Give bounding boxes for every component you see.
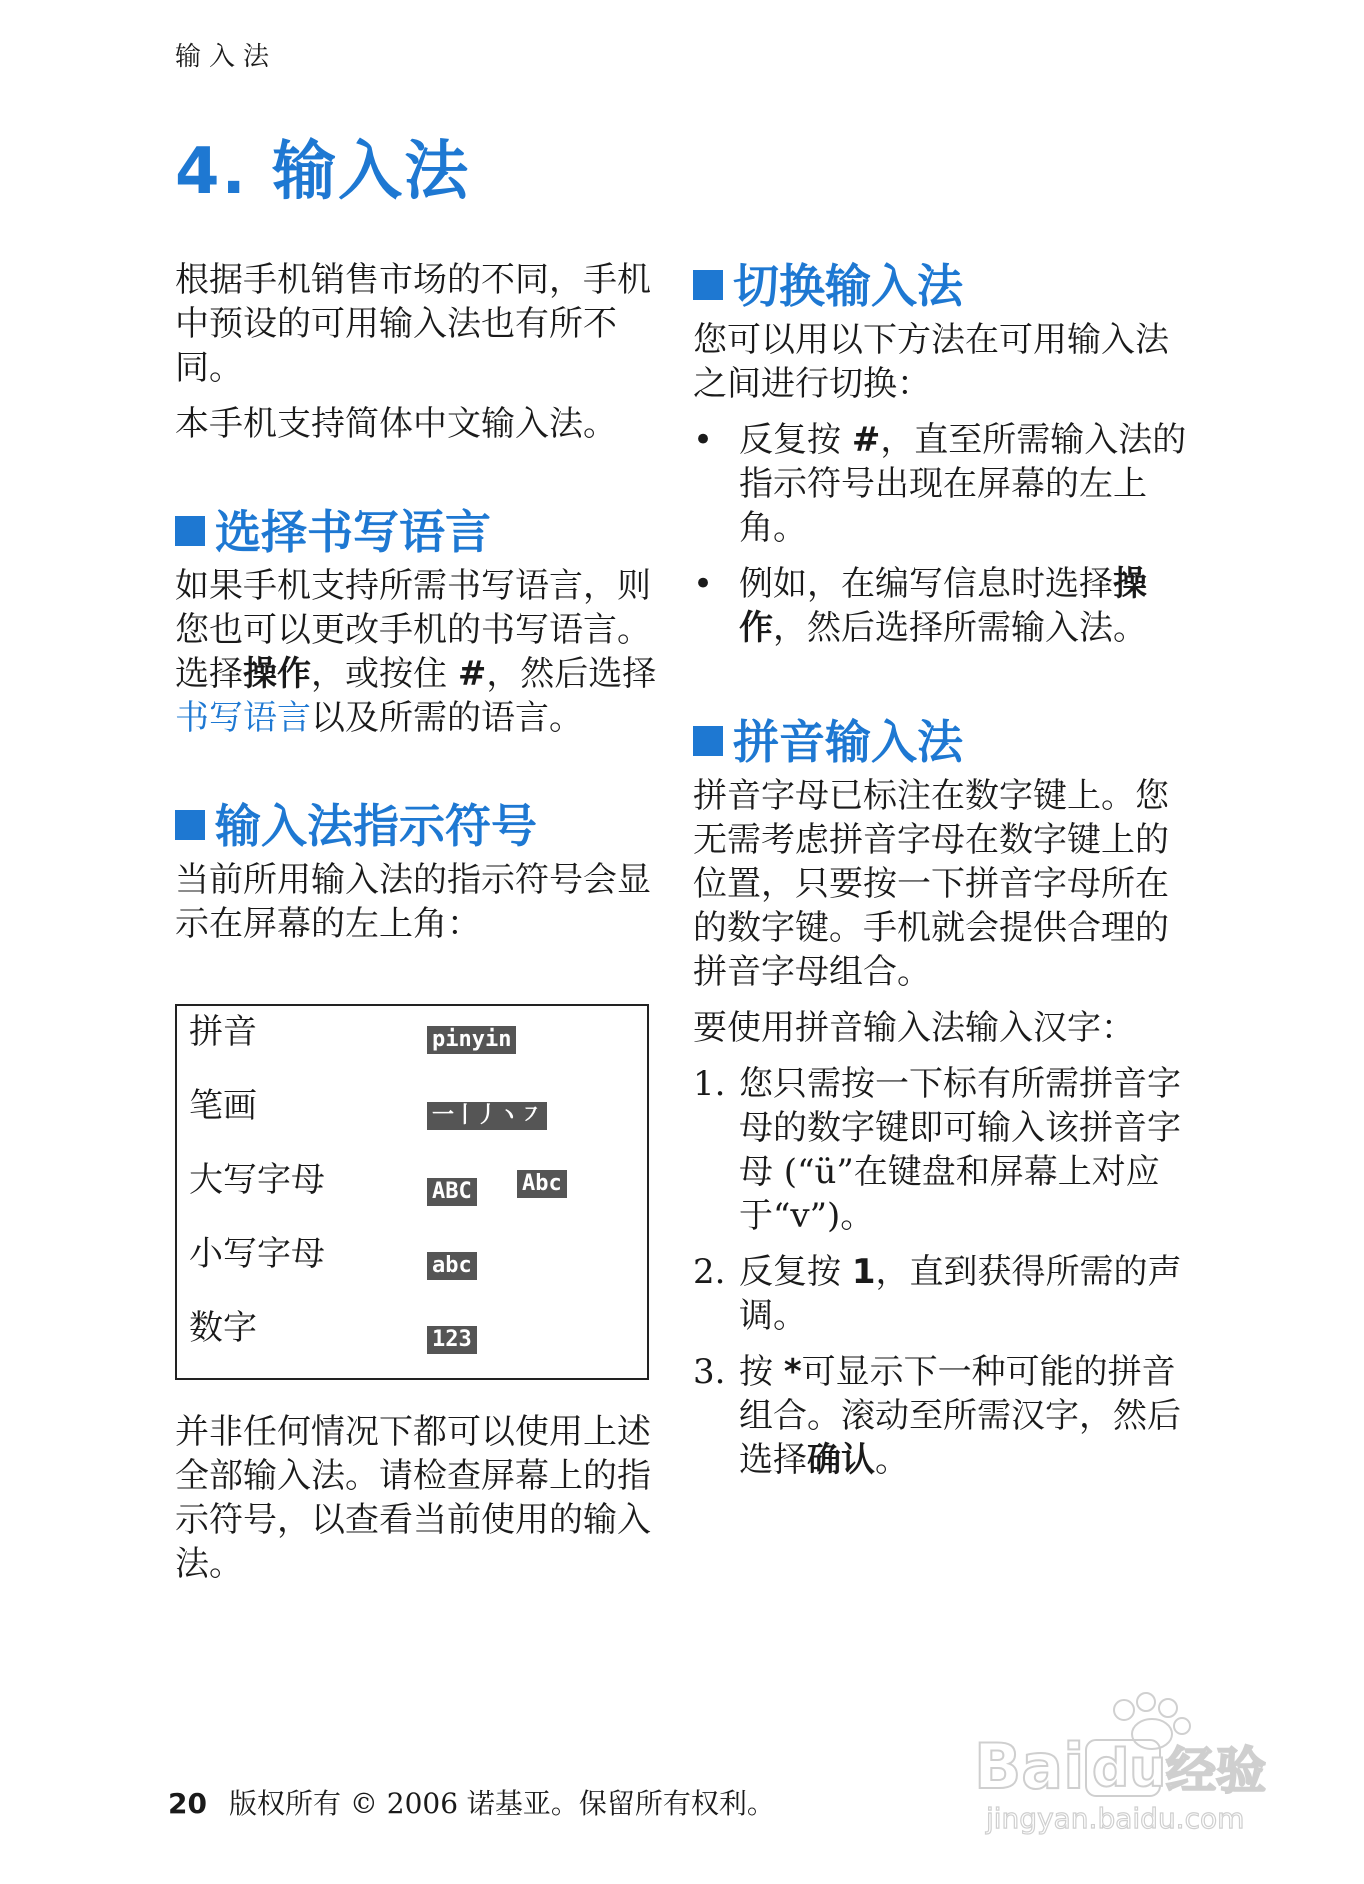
section-heading-switch-input: 切换输入法: [693, 258, 1193, 314]
list-item: 2. 反复按 1，直到获得所需的声调。: [693, 1252, 1182, 1336]
writing-language-paragraph: 如果手机支持所需书写语言，则您也可以更改手机的书写语言。选择操作，或按住 #，然后选择书写语言以及所需的语言。: [175, 566, 657, 738]
svg-text:Bai: Bai: [974, 1730, 1085, 1803]
section-heading-indicators: 输入法指示符号: [175, 798, 665, 854]
intro-paragraph-1: 根据手机销售市场的不同，手机中预设的可用输入法也有所不同。: [175, 260, 651, 388]
left-column: [175, 258, 665, 1598]
availability-note: 并非任何情况下都可以使用上述全部输入法。请检查屏幕上的指示符号，以查看当前使用的输入法。: [175, 1412, 651, 1584]
switch-input-paragraph: 您可以用以下方法在可用输入法之间进行切换：: [693, 320, 1169, 404]
square-bullet-icon: [693, 726, 723, 756]
writing-language-link[interactable]: 书写语言: [175, 698, 311, 738]
square-bullet-icon: [693, 270, 723, 300]
pinyin-steps: [693, 1062, 1193, 1482]
intro-paragraph-2: 本手机支持简体中文输入法。: [175, 404, 617, 444]
indicator-label-uppercase: 大写字母: [189, 1160, 325, 1200]
list-item: • 反复按 #，直至所需输入法的指示符号出现在屏幕的左上角。: [693, 420, 1187, 548]
uppercase-indicator-icon: ABC: [427, 1178, 477, 1206]
copyright-text: 版权所有 © 2006 诺基亚。保留所有权利。: [228, 1787, 775, 1820]
sentence-case-indicator-icon: Abc: [517, 1170, 567, 1198]
chapter-title: 4. 输入法: [175, 135, 471, 209]
stroke-indicator-icon: 一丨丿ヽ㇇: [427, 1102, 547, 1130]
pinyin-indicator-icon: pinyin: [427, 1026, 516, 1054]
switch-input-list: [693, 418, 1193, 650]
section-heading-writing-language: 选择书写语言: [175, 504, 665, 560]
indicator-label-numeric: 数字: [189, 1308, 257, 1348]
svg-text:经验: 经验: [1166, 1742, 1266, 1800]
hash-key: #: [457, 654, 487, 694]
numeric-indicator-icon: 123: [427, 1326, 477, 1354]
pinyin-paragraph-2: 要使用拼音输入法输入汉字：: [693, 1008, 1135, 1048]
page-footer: [168, 1782, 775, 1822]
running-head: 输入法: [175, 42, 278, 72]
svg-text:jingyan.baidu.com: jingyan.baidu.com: [986, 1802, 1245, 1835]
section-heading-pinyin: 拼音输入法: [693, 714, 1193, 770]
indicator-label-lowercase: 小写字母: [189, 1234, 325, 1274]
indicator-table: [175, 1004, 649, 1380]
list-item: • 例如，在编写信息时选择操作，然后选择所需输入法。: [693, 564, 1147, 648]
list-item: 1. 您只需按一下标有所需拼音字母的数字键即可输入该拼音字母 (“ü”在键盘和屏幕上对应于“v”)。: [693, 1064, 1181, 1236]
right-column: [693, 258, 1193, 1494]
lowercase-indicator-icon: abc: [427, 1252, 477, 1280]
square-bullet-icon: [175, 516, 205, 546]
list-item: 3. 按 *可显示下一种可能的拼音组合。滚动至所需汉字，然后选择确认。: [693, 1352, 1181, 1480]
indicator-label-pinyin: 拼音: [189, 1012, 257, 1052]
baidu-watermark-logo: [974, 1688, 1294, 1838]
indicators-paragraph: 当前所用输入法的指示符号会显示在屏幕的左上角：: [175, 860, 651, 944]
options-term: 操作: [243, 654, 311, 694]
page-number: 20: [168, 1787, 207, 1820]
square-bullet-icon: [175, 810, 205, 840]
pinyin-paragraph-1: 拼音字母已标注在数字键上。您无需考虑拼音字母在数字键上的位置，只要按一下拼音字母所在的数字键。手机就会提供合理的拼音字母组合。: [693, 776, 1169, 992]
indicator-label-stroke: 笔画: [189, 1086, 257, 1126]
svg-text:du: du: [1092, 1739, 1167, 1799]
